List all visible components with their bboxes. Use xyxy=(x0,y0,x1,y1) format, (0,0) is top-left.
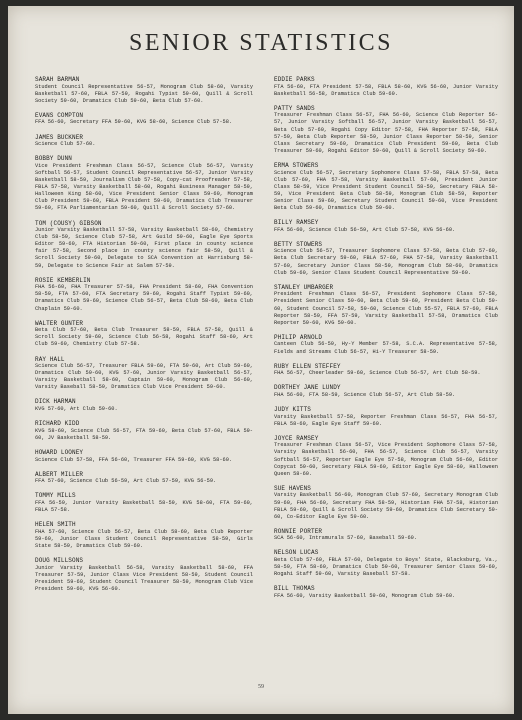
senior-entry xyxy=(274,528,498,543)
senior-name: STANLEY UMBARGER xyxy=(274,283,334,291)
senior-entry xyxy=(35,155,253,212)
senior-entry xyxy=(35,492,253,514)
senior-activities: KVG 57-60, Art Club 59-60. xyxy=(35,406,118,413)
senior-entry xyxy=(35,420,253,442)
senior-activities: Junior Varsity Basketball 57-58, Varsity Basketball 58-60, Chemistry Club 58-59, Science Club 57-58, Art Guild 59-60, Eagle Eye Sports Editor 59-60, FTA Historian 59-60, First place in county science fair 57-58, Second place in county science fair 58-59, Quill & Scroll Society 59-60, Delegate to SCA Convention at Harrisburg 58-59, Delegate to Science Fair at Salem 57-59. xyxy=(35,227,253,269)
senior-name: ALBERT MILLER xyxy=(35,470,84,478)
senior-entry xyxy=(35,356,253,392)
senior-entry xyxy=(274,585,498,600)
senior-name: DORTHEY JANE LUNDY xyxy=(274,384,341,392)
senior-activities: Canteen Club 56-59, Hy-Y Member 57-58, S.C.A. Representative 57-58, Fields and Streams Club 56-57, Hi-Y Treasurer 58-59. xyxy=(274,341,498,355)
senior-entry xyxy=(35,112,253,127)
senior-name: HOWARD LOONEY xyxy=(35,448,84,456)
senior-activities: Beta Club 57-60, Beta Club Treasurer 58-59, FBLA 57-58, Quill & Scroll Society 59-60, Science Club 56-58, Rogahi Staff 58-60, Art Club 59-60, Chemistry Club 57-58. xyxy=(35,327,253,348)
senior-name: WALTER GUNTER xyxy=(35,319,84,327)
senior-entry xyxy=(274,406,498,428)
senior-name: BILL THOMAS xyxy=(274,585,315,593)
senior-entry xyxy=(274,384,498,399)
senior-activities: FFA 57-60, Science Club 56-59, Art Club 57-59, KVG 56-59. xyxy=(35,478,217,485)
senior-activities: Varsity Basketball 56-60, Monogram Club 57-60, Secretary Monogram Club 59-60, FHA 56-60, Secretary FHA 58-59, Historian FHA 57-58, Historian FBLA 59-60, Quill & Scroll Society 59-60, Dramatics Club Secretary 59-60, Co-Editor Eagle Eye 59-60. xyxy=(274,492,498,520)
senior-entry xyxy=(274,105,498,155)
senior-activities: FHA 56-57, Cheerleader 59-60, Science Club 56-57, Art Club 58-59. xyxy=(274,370,481,377)
senior-activities: Science Club 57-58, FFA 56-60, Treasurer FFA 59-60, KVG 58-60. xyxy=(35,456,233,463)
senior-name: HELEN SMITH xyxy=(35,521,76,529)
senior-activities: Science Club 56-57, Treasurer FBLA 59-60, FTA 59-60, Art Club 59-60, Dramatics Club 59-60, KVG 57-60, Junior Varsity Basketball 56-57, Varsity Basketball 58-60, Captain 59-60, Monogram Club 56-60, Varsity Baseball 58-59, Dramatics Club Vice President 59-60. xyxy=(35,363,253,391)
senior-name: JUDY KITTS xyxy=(274,405,312,413)
senior-activities: FFA 56-60, Varsity Basketball 59-60, Monogram Club 59-60. xyxy=(274,592,456,599)
senior-activities: Treasurer Freshman Class 56-57, FHA 56-60, Science Club Reporter 56-57, Junior Varsity Softball 56-57, Junior Varsity Basketball 56-57, Beta Club 57-60, Rogahi Copy Editor 57-58, FHA Reporter 57-58, FBLA 57-59, Beta Club Reporter 58-59, Junior Class Reporter 58-59, Senior Class Secretary 59-60, Dramatics Club President 59-60, Beta Club Treasurer 59-60, Rogahi Editor 59-60, Quill & Scroll Society 59-60. xyxy=(274,112,498,154)
senior-name: JAMES BUCKNER xyxy=(35,133,84,141)
senior-activities: Beta Club 57-60, FBLA 57-60, Delegate to Boys' State, Blacksburg, Va., 58-59, FTA 58-60, Dramatics Club 59-60, Treasurer Senior Class 59-60, Rogahi Staff 59-60, Varsity Baseball 57-58. xyxy=(274,557,498,578)
senior-activities: SCA 56-60, Intramurals 57-60, Baseball 59-60. xyxy=(274,535,418,542)
senior-name: BOBBY DUNN xyxy=(35,155,73,163)
senior-name: NELSON LUCAS xyxy=(274,549,319,557)
senior-entry xyxy=(35,557,253,593)
senior-name: RAY HALL xyxy=(35,355,65,363)
senior-name: JOYCE RAMSEY xyxy=(274,434,319,442)
yearbook-page xyxy=(8,6,514,714)
senior-entry xyxy=(274,363,498,378)
senior-activities: Student Council Representative 56-57, Monogram Club 58-60, Varsity Basketball 57-60, FBLA 57-59, Rogahi Typist 59-60, Quill & Scroll Society 59-60, Dramatics Club 59-60, Beta Club 57-60. xyxy=(35,83,253,104)
senior-entry xyxy=(35,277,253,313)
senior-activities: Vice President Freshman Class 56-57, Science Club 56-57, Varsity Softball 56-57, Student Council Representative 56-57, Junior Varsity Basketball 58-59, Journalism Club 57-58, Copy-cat Proofreader 57-58, FBLA 57-58, Varsity Basketball 58-60, Rogahi Business Manager 58-59, Halloween King 58-60, Vice President Senior Class 59-60, Monogram Club President 59-60, FBLA President 59-60, Dramatics Club Treasurer 59-60, FTA Parliamentarian 59-60, Quill & Scroll Society 57-60. xyxy=(35,162,253,212)
senior-entry xyxy=(35,521,253,550)
senior-entry xyxy=(274,241,498,277)
senior-activities: FFA 56-60, Secretary FFA 59-60, KVG 58-60, Science Club 57-58. xyxy=(35,119,233,126)
senior-entry xyxy=(35,471,253,486)
senior-name: RONNIE PORTER xyxy=(274,527,323,535)
senior-name: TOMMY MILLS xyxy=(35,492,76,500)
senior-entry xyxy=(35,398,253,413)
senior-entry xyxy=(274,76,498,98)
senior-name: SARAH BARMAN xyxy=(35,76,80,83)
senior-name: DICK HARMAN xyxy=(35,398,76,406)
senior-entry xyxy=(274,334,498,356)
senior-name: BILLY RAMSEY xyxy=(274,219,319,227)
page-title: SENIOR STATISTICS xyxy=(129,30,393,56)
senior-activities: Science Club 56-57, Secretary Sophomore Class 57-58, FBLA 57-58, Beta Club 57-60, FHA 57-58, Varsity Basketball 57-60, President Junior Class 58-59, Vice President Student Council 58-59, Secretary FBLA 58-59, Vice President Beta Club 58-59, Monogram Club 58-59, Reporter Senior Class 59-60, Secretary Student Council 59-60, Vice President Beta Club 59-60, Dramatics Club 59-60. xyxy=(274,169,498,211)
senior-name: TOM (COUSY) GIBSON xyxy=(35,219,102,227)
senior-name: RICHARD KIDD xyxy=(35,420,80,428)
senior-name: EVANS COMPTON xyxy=(35,111,84,119)
senior-entry xyxy=(274,435,498,478)
senior-entry xyxy=(274,284,498,327)
senior-entry xyxy=(35,76,253,105)
senior-entry xyxy=(274,162,498,212)
senior-activities: Varsity Basketball 57-58, Reporter Freshman Class 56-57, FHA 56-57, FBLA 58-60, Eagle Eye Staff 59-60. xyxy=(274,413,498,427)
senior-activities: KVG 58-60, Science Club 56-57, FTA 59-60, Beta Club 57-60, FBLA 59-60, JV Basketball 58-59. xyxy=(35,427,253,441)
senior-name: ROSIE KEMBERLIN xyxy=(35,276,91,284)
page-number: 59 xyxy=(258,684,264,690)
senior-entry xyxy=(35,449,253,464)
senior-name: BETTY STOWERS xyxy=(274,240,323,248)
senior-activities: FHA 57-60, Science Club 56-57, Beta Club 58-60, Beta Club Reporter 59-60, Junior Class Student Council Representative 58-59, Girls State 58-59, Dramatics Club 59-60. xyxy=(35,528,253,549)
senior-name: PHILIP ARNOLD xyxy=(274,333,323,341)
senior-activities: FFA 56-60, Science Club 56-59, Art Club 57-58, KVG 56-60. xyxy=(274,226,456,233)
right-column xyxy=(274,76,498,607)
senior-name: RUBY ELLEN STEFFEY xyxy=(274,362,341,370)
senior-entry xyxy=(274,485,498,521)
senior-name: SUE HAVENS xyxy=(274,484,312,492)
senior-activities: Junior Varsity Basketball 56-58, Varsity Basketball 58-60, FFA Treasurer 57-59, Junior Class Vice President 58-59, Student Council President 59-60, Student Council Treasurer 58-59, Monogram Club Vice President 59-60, KVG 56-60. xyxy=(35,564,253,592)
senior-entry xyxy=(35,134,253,149)
senior-activities: FTA 56-60, FTA President 57-58, FBLA 58-60, KVG 56-60, Junior Varsity Basketball 56-58, Dramatics Club 59-60. xyxy=(274,83,498,97)
senior-entry xyxy=(35,220,253,270)
senior-activities: Science Club 57-60. xyxy=(35,141,96,148)
senior-activities: President Freshman Class 56-57, President Sophomore Class 57-58, President Senior Class 59-60, Beta Club 59-60, President Beta Club 59-60, Student Council 57-58, 59-60, Science Club 55-57, FBLA 57-60, FBLA Reporter 58-59, FFA 57-59, Varsity Basketball 57-58, Dramatics Club Reporter 59-60, KVG 59-60. xyxy=(274,291,498,326)
senior-entry xyxy=(274,549,498,578)
senior-activities: FHA 56-60, FTA 58-59, Science Club 56-57, Art Club 58-59. xyxy=(274,391,456,398)
senior-entry xyxy=(35,320,253,349)
senior-activities: Science Club 56-57, Treasurer Sophomore Class 57-58, Beta Club 57-60, Beta Club Secretary 59-60, FBLA 57-60, FHA 57-58, Varsity Basketball 57-60, Secretary Junior Class 58-59, Monogram Club 58-60, Dramatics Club 59-60, Senior Class Student Council Representative 59-60. xyxy=(274,248,498,276)
senior-activities: FHA 56-60, FHA Treasurer 57-58, FHA President 58-60, FHA Convention 58-59, FTA 57-60, FTA Secretary 59-60, Rogahi Staff Typist 59-60, Dramatics Club 59-60, Science Club 56-57, Beta Club 58-60, Beta Club Chaplain 59-60. xyxy=(35,284,253,312)
senior-entry xyxy=(274,219,498,234)
left-column xyxy=(35,76,253,600)
senior-name: EDDIE PARKS xyxy=(274,76,315,83)
senior-name: DOUG MILLSONS xyxy=(35,556,84,564)
senior-activities: FFA 56-59, Junior Varsity Basketball 58-59, KVG 58-60, FTA 59-60, FBLA 57-58. xyxy=(35,499,253,513)
senior-name: PATTY SANDS xyxy=(274,104,315,112)
senior-name: ERMA STOWERS xyxy=(274,161,319,169)
senior-activities: Treasurer Freshman Class 56-57, Vice President Sophomore Class 57-58, Varsity Basketball 56-60, FHA 56-57, Science Club 56-57, Varsity Softball 56-57, Reporter Eagle Eye 57-58, Monogram Club 56-60, Editor Copycat 59-60, Secretary FBLA 59-60, Editor Eagle Eye 58-60, Halloween Queen 58-60. xyxy=(274,442,498,477)
